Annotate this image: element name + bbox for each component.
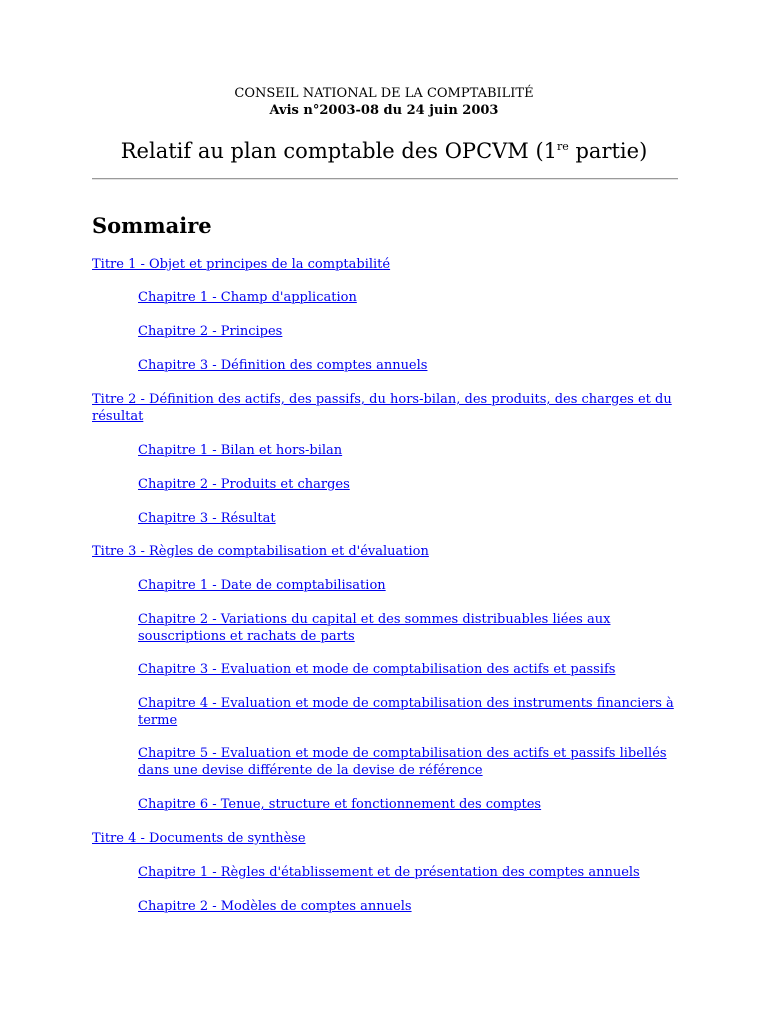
toc-titre-3-chapitre-4[interactable]: Chapitre 4 - Evaluation et mode de comptabilisation des instruments financiers à terme <box>138 696 674 728</box>
title-end: partie) <box>568 139 648 163</box>
toc-titre-3-chapitre-6[interactable]: Chapitre 6 - Tenue, structure et fonctionnement des comptes <box>138 797 542 812</box>
title-main: Relatif au plan comptable des OPCVM (1 <box>120 139 558 163</box>
toc-titre-1-chapitre-2[interactable]: Chapitre 2 - Principes <box>138 324 283 339</box>
toc-titre-4-chapitre-2[interactable]: Chapitre 2 - Modèles de comptes annuels <box>138 899 412 914</box>
toc-titre-2-chapitre-3[interactable]: Chapitre 3 - Résultat <box>138 511 276 526</box>
title-superscript: re <box>557 140 569 153</box>
toc-titre-3-chapitre-3[interactable]: Chapitre 3 - Evaluation et mode de comptabilisation des actifs et passifs <box>138 662 616 677</box>
toc-titre-2-chapitre-2[interactable]: Chapitre 2 - Produits et charges <box>138 477 350 492</box>
toc-titre-2-chapitre-1[interactable]: Chapitre 1 - Bilan et hors-bilan <box>138 443 343 458</box>
summary-heading: Sommaire <box>92 213 212 238</box>
toc-titre-3[interactable]: Titre 3 - Règles de comptabilisation et d'évaluation <box>92 544 429 559</box>
avis-reference: Avis n°2003-08 du 24 juin 2003 <box>269 103 499 118</box>
toc-titre-1[interactable]: Titre 1 - Objet et principes de la comptabilité <box>92 257 391 272</box>
toc-titre-2[interactable]: Titre 2 - Définition des actifs, des passifs, du hors-bilan, des produits, des charges et du résultat <box>92 392 672 424</box>
document-title <box>0 137 768 165</box>
toc-titre-3-chapitre-1[interactable]: Chapitre 1 - Date de comptabilisation <box>138 578 386 593</box>
toc-titre-4-chapitre-1[interactable]: Chapitre 1 - Règles d'établissement et de présentation des comptes annuels <box>138 865 640 880</box>
toc-titre-4[interactable]: Titre 4 - Documents de synthèse <box>92 831 306 846</box>
organization-name: CONSEIL NATIONAL DE LA COMPTABILITÉ <box>234 86 534 101</box>
toc-titre-1-chapitre-3[interactable]: Chapitre 3 - Définition des comptes annuels <box>138 358 428 373</box>
horizontal-rule <box>92 178 678 180</box>
toc-titre-3-chapitre-2[interactable]: Chapitre 2 - Variations du capital et des sommes distribuables liées aux souscriptions et rachats de parts <box>138 612 611 644</box>
toc-titre-3-chapitre-5[interactable]: Chapitre 5 - Evaluation et mode de comptabilisation des actifs et passifs libellés dans une devise différente de la devise de référence <box>138 746 667 778</box>
toc-titre-1-chapitre-1[interactable]: Chapitre 1 - Champ d'application <box>138 290 357 305</box>
